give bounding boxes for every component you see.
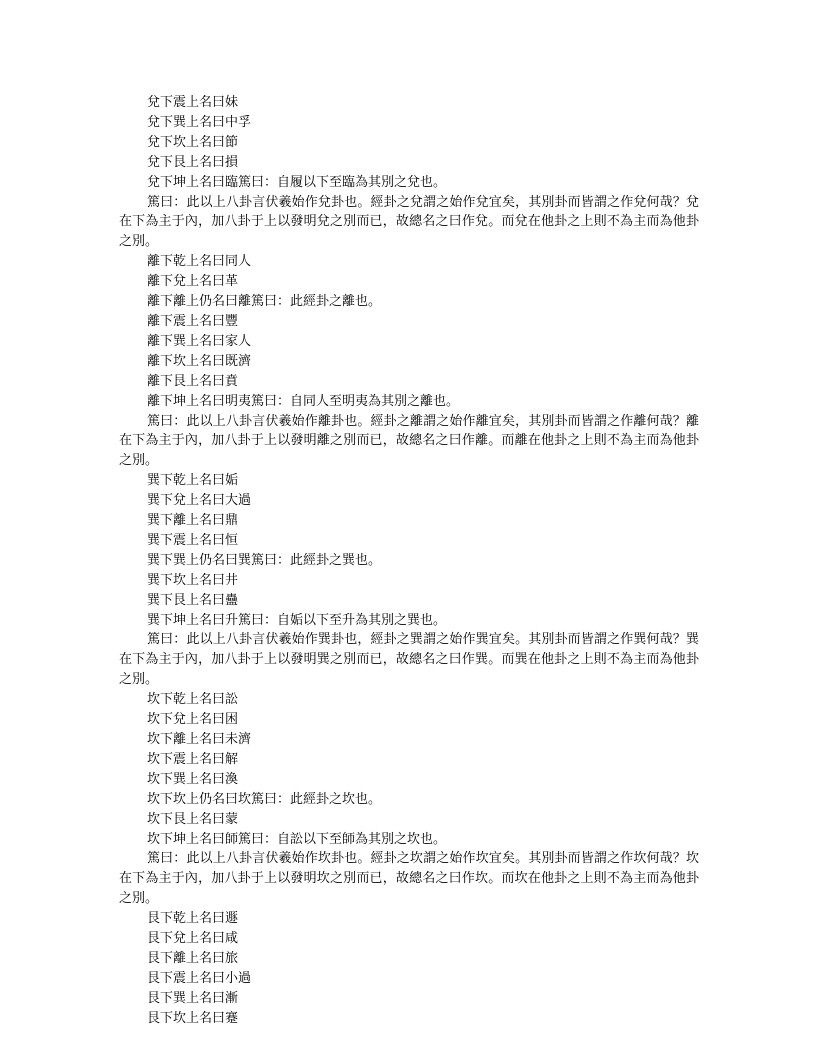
text-line: 艮下乾上名曰遯 [147, 911, 239, 927]
commentary-paragraph: 篤曰：此以上八卦言伏羲始作巽卦也，經卦之巽謂之始作巽宜矣。其別卦而皆謂之作巽何哉？巽在下為主于內，加八卦于上以發明巽之別而已，故總名之曰作巽。而巽在他卦之上則不為主而為他卦之別。 [119, 632, 699, 688]
text-line: 坎下乾上名曰訟 [147, 692, 239, 708]
text-line: 離下坤上名曰明夷篤曰：自同人至明夷為其別之離也。 [147, 393, 460, 409]
text-line: 兌下坤上名曰臨篤曰：自履以下至臨為其別之兌也。 [147, 174, 447, 190]
text-line: 巽下離上名曰鼎 [147, 513, 239, 529]
text-line: 巽下艮上名曰蠱 [147, 592, 239, 608]
text-line: 離下乾上名曰同人 [147, 254, 252, 270]
text-line: 坎下坎上仍名曰坎篤曰：此經卦之坎也。 [147, 791, 382, 807]
text-line: 坎下艮上名曰蒙 [147, 811, 239, 827]
text-line: 離下離上仍名曰離篤曰：此經卦之離也。 [147, 294, 382, 310]
commentary-paragraph: 篤曰：此以上八卦言伏羲始作坎卦也。經卦之坎謂之始作坎宜矣。其別卦而皆謂之作坎何哉？坎在下為主于內，加八卦于上以發明坎之別而已，故總名之曰作坎。而坎在他卦之上則不為主而為他卦之別。 [119, 851, 699, 907]
text-line: 兌下艮上名曰損 [147, 154, 239, 170]
text-line: 離下坎上名曰既濟 [147, 353, 252, 369]
document-body [119, 93, 699, 1029]
text-line: 坎下兌上名曰困 [147, 712, 239, 728]
text-line: 坎下巽上名曰渙 [147, 771, 239, 787]
text-line: 兌下震上名曰妹 [147, 95, 239, 110]
commentary-paragraph: 篤曰：此以上八卦言伏羲始作兌卦也。經卦之兌謂之始作兌宜矣，其別卦而皆謂之作兌何哉？兌在下為主于內，加八卦于上以發明兌之別而已，故總名之曰作兌。而兌在他卦之上則不為主而為他卦之別。 [119, 194, 699, 250]
text-line: 艮下兌上名曰咸 [147, 931, 239, 947]
text-line: 坎下離上名曰未濟 [147, 732, 252, 747]
commentary-paragraph: 篤曰：此以上八卦言伏羲始作離卦也。經卦之離謂之始作離宜矣，其別卦而皆謂之作離何哉？離在下為主于內，加八卦于上以發明離之別而已，故總名之曰作離。而離在他卦之上則不為主而為他卦之別。 [119, 413, 699, 469]
text-line: 巽下坤上名曰升篤曰：自姤以下至升為其別之巽也。 [147, 612, 447, 628]
text-line: 離下巽上名曰家人 [147, 333, 252, 349]
text-line: 艮下巽上名曰漸 [147, 990, 239, 1006]
text-line: 離下兌上名曰革 [147, 274, 239, 290]
text-line: 巽下乾上名曰姤 [147, 473, 239, 489]
text-line: 兌下坎上名曰節 [147, 134, 239, 150]
text-line: 離下震上名曰豐 [147, 313, 239, 329]
text-line: 兌下巽上名曰中孚 [147, 114, 252, 130]
text-line: 艮下震上名曰小過 [147, 970, 252, 986]
text-line: 巽下震上名曰恒 [147, 532, 239, 548]
text-line: 巽下坎上名曰井 [147, 572, 239, 588]
text-line: 艮下坎上名曰蹇 [147, 1010, 239, 1026]
text-line: 巽下兌上名曰大過 [147, 493, 252, 509]
text-line: 離下艮上名曰賁 [147, 373, 239, 389]
text-line: 艮下離上名曰旅 [147, 950, 239, 966]
text-line: 坎下震上名曰解 [147, 751, 239, 767]
text-line: 巽下巽上仍名曰巽篤曰：此經卦之巽也。 [147, 552, 382, 568]
text-line: 坎下坤上名曰師篤曰：自訟以下至師為其別之坎也。 [147, 831, 447, 847]
